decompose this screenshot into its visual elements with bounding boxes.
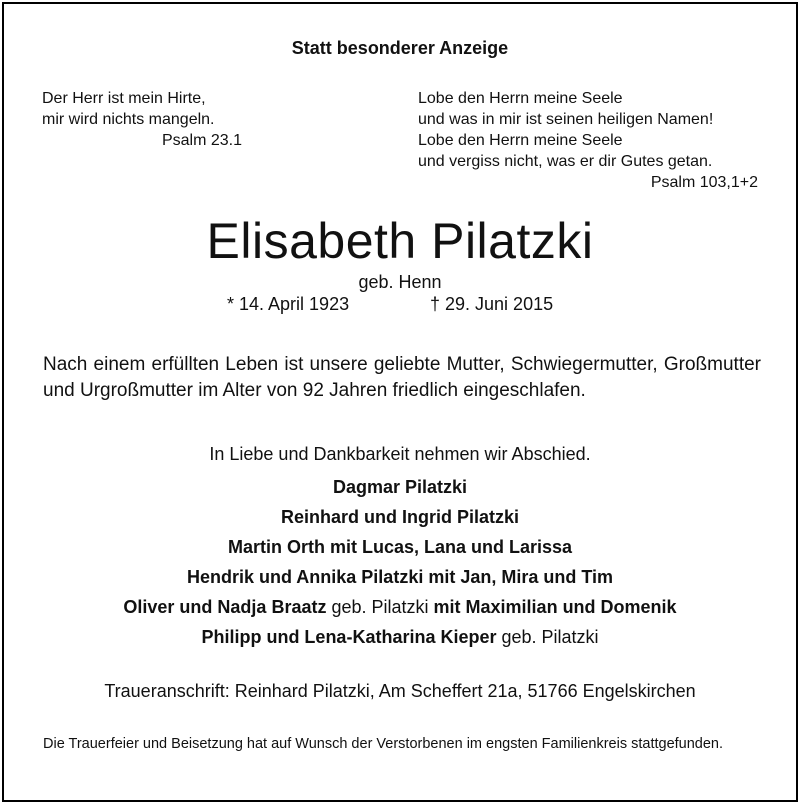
signer-name [4, 622, 796, 652]
obituary-notice [2, 2, 798, 802]
verse-left-line: Der Herr ist mein Hirte, [42, 90, 206, 107]
verse-right-line: Lobe den Herrn meine Seele [418, 132, 623, 149]
verse-right [418, 88, 758, 193]
signer-maiden-part: geb. Pilatzki [326, 597, 434, 617]
signer-name: Dagmar Pilatzki [332, 477, 468, 497]
signer-maiden-part: geb. Pilatzki [496, 627, 599, 647]
verse-right-reference: Psalm 103,1+2 [650, 174, 758, 191]
signer-name [4, 592, 796, 622]
obituary-message: Nach einem erfüllten Leben ist unsere geliebte Mutter, Schwiegermutter, Großmutter und Urgroßmutter im Alter von 92 Jahren friedlich eingeschlafen. [43, 354, 761, 401]
birth-date: * 14. April 1923 [227, 294, 350, 314]
death-date: † 29. Juni 2015 [430, 294, 554, 314]
notice-header: Statt besonderer Anzeige [291, 38, 509, 58]
signer-name-part: mit Maximilian und Domenik [433, 597, 677, 617]
deceased-name: Elisabeth Pilatzki [206, 213, 594, 269]
verse-right-line: Lobe den Herrn meine Seele [418, 90, 623, 107]
signer-name-part: Philipp und Lena-Katharina Kieper [201, 627, 497, 647]
signer-name-part: Oliver und Nadja Braatz [123, 597, 327, 617]
verse-left [42, 88, 242, 151]
farewell-line: In Liebe und Dankbarkeit nehmen wir Abschied. [209, 444, 591, 464]
verse-left-reference: Psalm 23.1 [161, 132, 242, 149]
verse-right-line: und vergiss nicht, was er dir Gutes getan. [418, 153, 713, 170]
signer-name: Martin Orth mit Lucas, Lana und Larissa [227, 537, 573, 557]
signers-list [4, 472, 796, 652]
verse-left-line: mir wird nichts mangeln. [42, 111, 215, 128]
verse-right-line: und was in mir ist seinen heiligen Namen! [418, 111, 714, 128]
signer-name: Hendrik und Annika Pilatzki mit Jan, Mira und Tim [186, 567, 614, 587]
signer-name: Reinhard und Ingrid Pilatzki [280, 507, 520, 527]
funeral-note: Die Trauerfeier und Beisetzung hat auf Wunsch der Verstorbenen im engsten Familienkreis stattgefunden. [43, 736, 724, 752]
maiden-name: geb. Henn [358, 272, 442, 292]
mourning-address: Traueranschrift: Reinhard Pilatzki, Am Scheffert 21a, 51766 Engelskirchen [104, 681, 696, 701]
